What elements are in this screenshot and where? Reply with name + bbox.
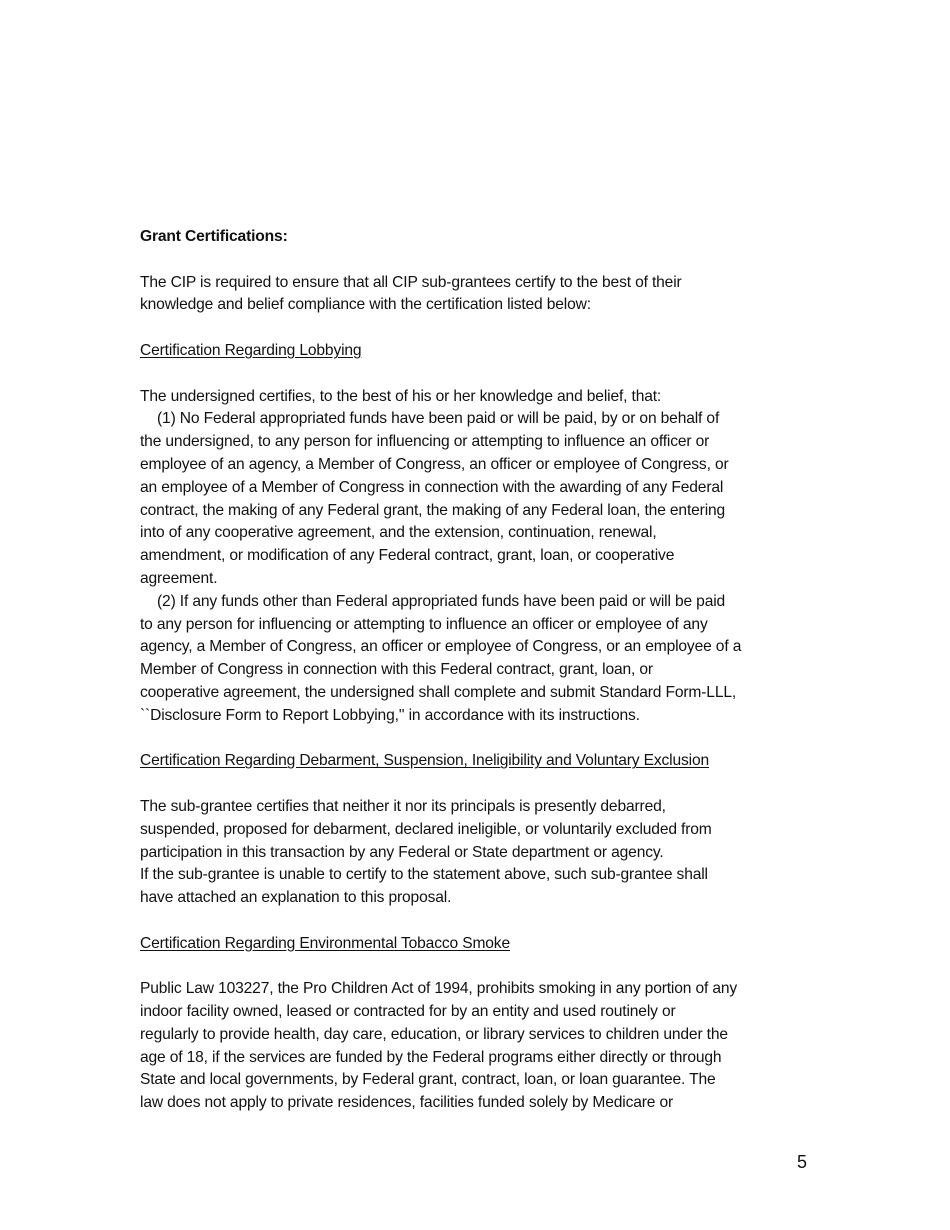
- paragraph-line: (1) No Federal appropriated funds have been paid or will be paid, by or on behalf of: [157, 410, 720, 428]
- paragraph-line: Member of Congress in connection with this Federal contract, grant, loan, or: [140, 661, 653, 679]
- tobacco-heading: Certification Regarding Environmental Tobacco Smoke: [140, 934, 510, 952]
- paragraph-line: age of 18, if the services are funded by the Federal programs either directly or through: [140, 1048, 722, 1066]
- paragraph-line: amendment, or modification of any Federal contract, grant, loan, or cooperative: [140, 547, 675, 565]
- paragraph-line: agreement.: [140, 569, 218, 587]
- page-content: [140, 226, 812, 1115]
- paragraph-line: ``Disclosure Form to Report Lobbying,'' in accordance with its instructions.: [140, 706, 640, 724]
- page-number: 5: [797, 1152, 808, 1172]
- intro-paragraph: [140, 272, 812, 318]
- paragraph-line: employee of an agency, a Member of Congress, an officer or employee of Congress, or: [140, 455, 729, 473]
- paragraph-line: The sub-grantee certifies that neither it nor its principals is presently debarred,: [140, 797, 666, 815]
- debarment-heading: Certification Regarding Debarment, Suspension, Ineligibility and Voluntary Exclusion: [140, 752, 710, 770]
- intro-line: knowledge and belief compliance with the certification listed below:: [140, 296, 591, 314]
- spacer: [140, 249, 812, 272]
- spacer: [140, 773, 812, 796]
- paragraph-line: regularly to provide health, day care, education, or library services to children under the: [140, 1025, 728, 1043]
- tobacco-section: [140, 978, 812, 1115]
- section-title: Grant Certifications:: [140, 228, 288, 245]
- spacer: [140, 317, 812, 340]
- paragraph-line: cooperative agreement, the undersigned shall complete and submit Standard Form-LLL,: [140, 683, 737, 701]
- intro-line: The CIP is required to ensure that all CIP sub-grantees certify to the best of their: [140, 273, 682, 291]
- paragraph-line: the undersigned, to any person for influencing or attempting to influence an officer or: [140, 433, 710, 451]
- lobbying-item-2: [140, 591, 812, 728]
- paragraph-line: If the sub-grantee is unable to certify to the statement above, such sub-grantee shall: [140, 866, 708, 884]
- paragraph-line: contract, the making of any Federal grant, the making of any Federal loan, the entering: [140, 501, 726, 519]
- paragraph-line: State and local governments, by Federal grant, contract, loan, or loan guarantee. The: [140, 1071, 716, 1089]
- paragraph-line: have attached an explanation to this proposal.: [140, 889, 452, 907]
- paragraph-line: into of any cooperative agreement, and the extension, continuation, renewal,: [140, 524, 657, 542]
- spacer: [140, 363, 812, 386]
- debarment-section: [140, 796, 812, 910]
- paragraph-line: suspended, proposed for debarment, declared ineligible, or voluntarily excluded from: [140, 820, 712, 838]
- paragraph-line: law does not apply to private residences, facilities funded solely by Medicare or: [140, 1094, 674, 1112]
- paragraph-line: an employee of a Member of Congress in connection with the awarding of any Federal: [140, 478, 724, 496]
- lobbying-item-1: [140, 408, 812, 590]
- paragraph-line: Public Law 103227, the Pro Children Act of 1994, prohibits smoking in any portion of any: [140, 980, 738, 998]
- lobbying-lead: The undersigned certifies, to the best of his or her knowledge and belief, that:: [140, 387, 662, 405]
- paragraph-line: (2) If any funds other than Federal appropriated funds have been paid or will be paid: [157, 592, 726, 610]
- spacer: [140, 910, 812, 933]
- paragraph-line: agency, a Member of Congress, an officer or employee of Congress, or an employee of a: [140, 638, 742, 656]
- spacer: [140, 956, 812, 979]
- paragraph-line: participation in this transaction by any Federal or State department or agency.: [140, 843, 664, 861]
- spacer: [140, 728, 812, 751]
- lobbying-heading: Certification Regarding Lobbying: [140, 341, 362, 359]
- paragraph-line: to any person for influencing or attempting to influence an officer or employee of any: [140, 615, 708, 633]
- paragraph-line: indoor facility owned, leased or contracted for by an entity and used routinely or: [140, 1003, 676, 1021]
- lobbying-section: [140, 386, 812, 728]
